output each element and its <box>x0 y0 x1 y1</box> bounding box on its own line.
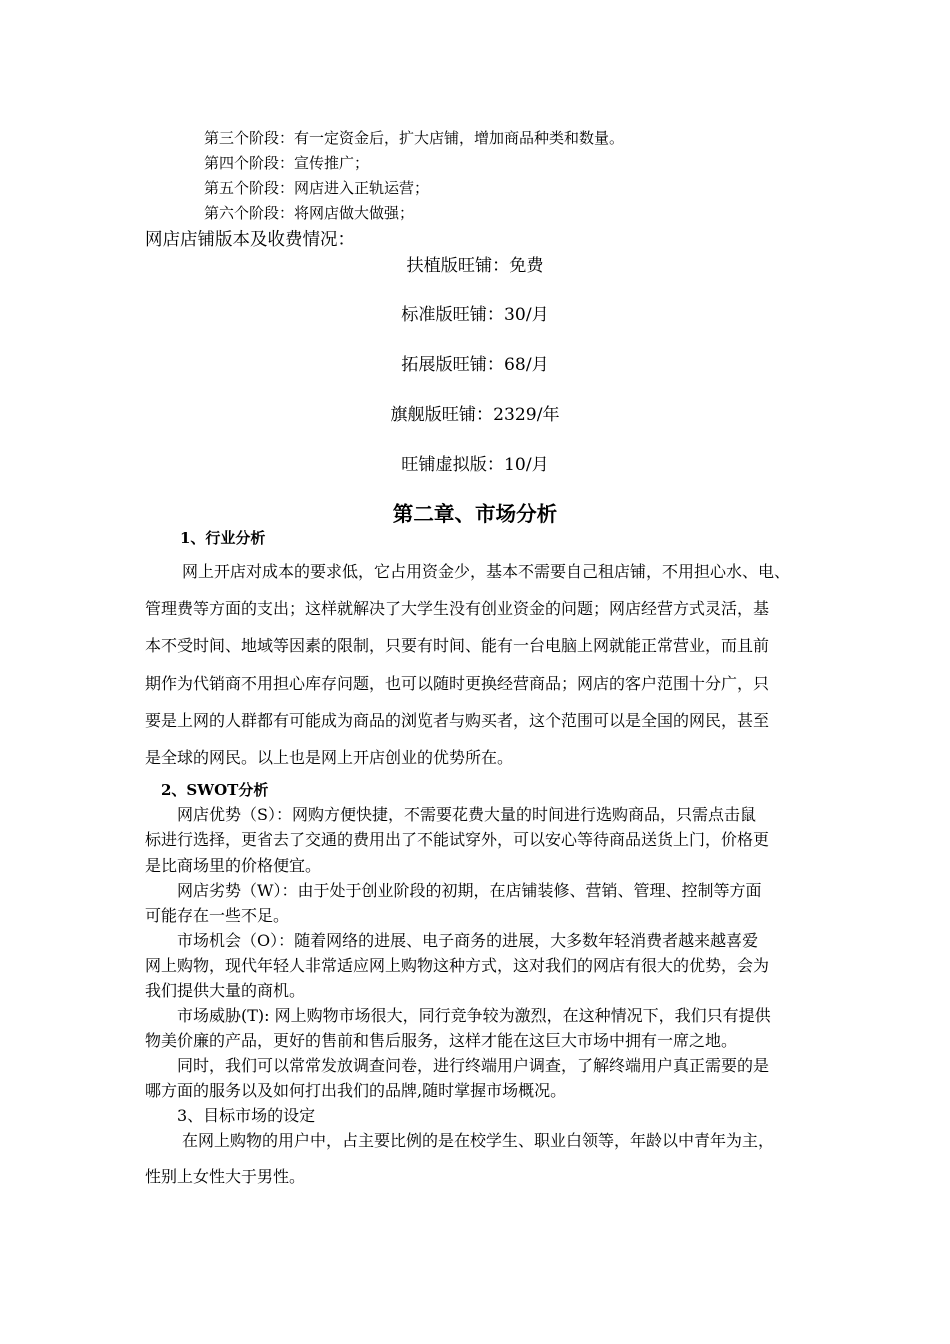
industry-line: 本不受时间、地域等因素的限制，只要有时间、能有一台电脑上网就能正常营业，而且前 <box>145 636 770 655</box>
swot-line: 同时，我们可以常常发放调查问卷，进行终端用户调查，了解终端用户真正需要的是 <box>177 1056 770 1075</box>
swot-line: 我们提供大量的商机。 <box>145 981 306 1000</box>
industry-line: 期作为代销商不用担心库存问题，也可以随时更换经营商品；网店的客户范围十分广，只 <box>145 674 770 693</box>
pricing-item: 拓展版旺铺：68/月 <box>401 355 549 375</box>
swot-line: 哪方面的服务以及如何打出我们的品牌,随时掌握市场概况。 <box>145 1081 567 1100</box>
stage-line: 第五个阶段：网店进入正轨运营； <box>204 179 430 197</box>
swot-line: 网上购物，现代年轻人非常适应网上购物这种方式，这对我们的网店有很大的优势，会为 <box>145 956 770 975</box>
pricing-heading: 网店店铺版本及收费情况： <box>145 230 355 250</box>
swot-line: 物美价廉的产品，更好的售前和售后服务，这样才能在这巨大市场中拥有一席之地。 <box>145 1031 738 1050</box>
stage-line: 第三个阶段：有一定资金后，扩大店铺，增加商品种类和数量。 <box>204 129 625 147</box>
swot-line: 网店优势（S）：网购方便快捷，不需要花费大量的时间进行选购商品，只需点击鼠 <box>177 805 756 824</box>
industry-line: 网上开店对成本的要求低，它占用资金少，基本不需要自己租店铺，不用担心水、电、 <box>182 562 791 581</box>
stage-line: 第六个阶段：将网店做大做强； <box>204 204 415 222</box>
swot-line: 市场威胁(T): 网上购物市场很大，同行竞争较为激烈，在这种情况下，我们只有提供 <box>177 1006 771 1025</box>
section-heading-industry: 1、行业分析 <box>180 529 266 547</box>
section-heading-swot: 2、SWOT分析 <box>161 781 269 799</box>
stage-line: 第四个阶段：宣传推广； <box>204 154 370 172</box>
swot-line: 标进行选择，更省去了交通的费用出了不能试穿外，可以安心等待商品送货上门，价格更 <box>145 830 770 849</box>
swot-line: 可能存在一些不足。 <box>145 906 290 925</box>
swot-line: 网店劣势（W）：由于处于创业阶段的初期，在店铺装修、营销、管理、控制等方面 <box>177 881 762 900</box>
pricing-item: 扶植版旺铺：免费 <box>406 256 544 276</box>
industry-line: 要是上网的人群都有可能成为商品的浏览者与购买者，这个范围可以是全国的网民，甚至 <box>145 711 770 730</box>
pricing-item: 标准版旺铺：30/月 <box>401 305 549 325</box>
section-heading-target: 3、目标市场的设定 <box>177 1106 316 1125</box>
pricing-item: 旗舰版旺铺：2329/年 <box>390 405 560 425</box>
swot-line: 是比商场里的价格便宜。 <box>145 856 322 875</box>
industry-line: 是全球的网民。以上也是网上开店创业的优势所在。 <box>145 748 514 767</box>
target-line: 性别上女性大于男性。 <box>145 1167 306 1186</box>
chapter-title: 第二章、市场分析 <box>392 502 558 526</box>
target-line: 在网上购物的用户中，占主要比例的是在校学生、职业白领等，年龄以中青年为主， <box>182 1131 775 1150</box>
swot-line: 市场机会（O）：随着网络的进展、电子商务的进展，大多数年轻消费者越来越喜爱 <box>177 931 759 950</box>
pricing-item: 旺铺虚拟版：10/月 <box>401 455 549 475</box>
industry-line: 管理费等方面的支出；这样就解决了大学生没有创业资金的问题；网店经营方式灵活，基 <box>145 599 770 618</box>
